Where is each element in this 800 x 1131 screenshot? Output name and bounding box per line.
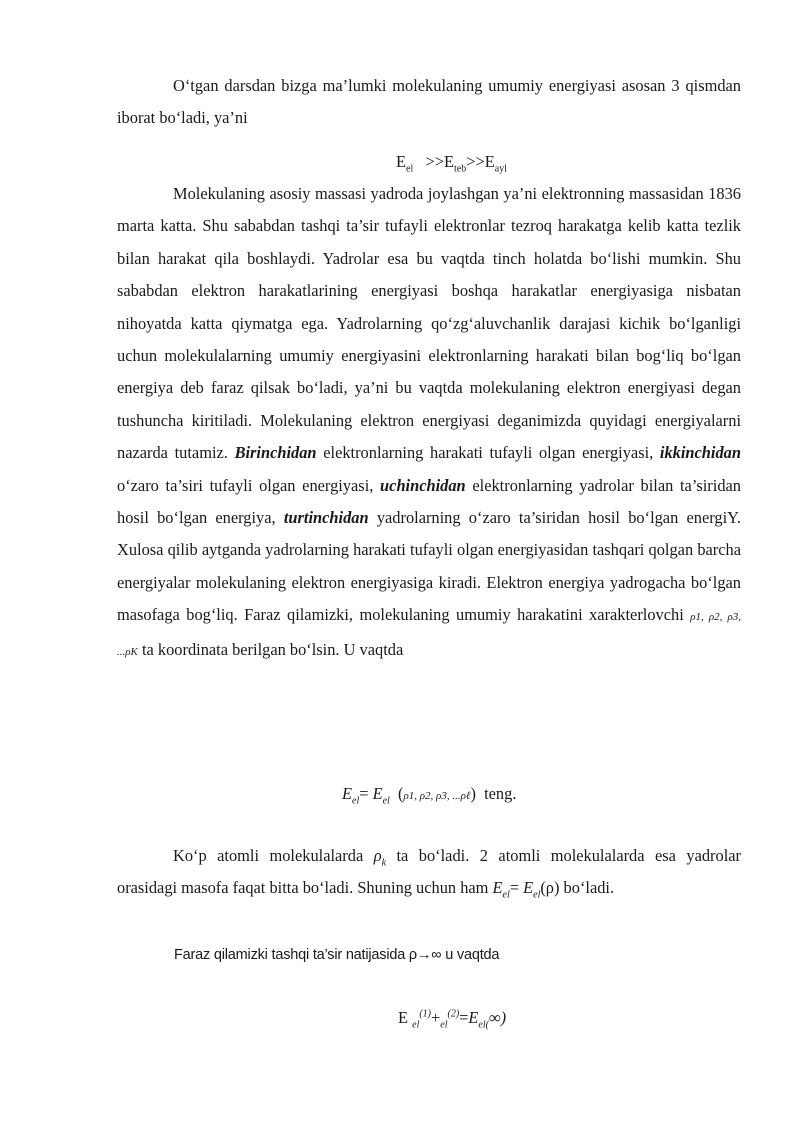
rho-coordinates: ρ1, ρ2, ρ3, ...ρK: [117, 611, 741, 658]
term-turtinchidan: turtinchidan: [283, 508, 369, 528]
paragraph-intro: O‘tgan darsdan bizga ma’lumki molekulaning umumiy energiyasi asosan 3 qismdan iborat bo‘ladi, ya’ni: [117, 76, 741, 128]
equation-energy-limit: E $_{el}^{(1)}+_{el}^{(2)}=E_{el(}\infty$): [398, 1008, 507, 1031]
equation-electron-energy: $E_{el}= E_{el}$ (ρ1, ρ2, ρ3, ...ρℓ) teng.: [342, 784, 517, 807]
paragraph-multi-atom: Ko‘p atomli molekulalarda $\rho_k$ ta bo‘ladi. 2 atomli molekulalarda esa yadrolar orasidagi masofa faqat bitta bo‘ladi. Shuning uchun ham $E_{el}= E_{el}(\rho)$ bo‘ladi.: [117, 846, 741, 901]
term-ikkinchidan: ikkinchidan: [659, 443, 741, 463]
equation-energy-order: $E_{el}$ $>>E_{teb}>>E_{ayl}$: [396, 152, 507, 175]
paragraph-rho-infinity: Faraz qilamizki tashqi ta’sir natijasida ρ→∞ u vaqtda: [174, 947, 500, 963]
term-birinchidan: Birinchidan: [234, 443, 317, 463]
paragraph-electron-energy: Molekulaning asosiy massasi yadroda joylashgan ya’ni elektronning massasidan 1836 marta katta. Shu sababdan tashqi ta’sir tufayli elektronlar tezroq harakatga kelib katta tezlik bilan harakat qila boshlaydi. Yadrolar esa bu vaqtda tinch holatda bo‘lishi mumkin. Shu sababdan elektron harakatlarining energiyasi boshqa harakatlar energiyasiga nisbatan nihoyatda katta qiymatga ega. Yadrolarning qo‘zg‘aluvchanlik darajasi kichik bo‘lganligi uchun molekulalarning umumiy energiyasini elektronlarning harakati bilan bog‘liq bo‘lgan energiya deb faraz qilsak bo‘ladi, ya’ni bu vaqtda molekulaning elektron energiyasi degan tushuncha kiritiladi. Molekulaning elektron energiyasi deganimizda quyidagi energiyalarni nazarda tutamiz. Birinchidan elektronlarning harakati tufayli olgan energiyasi, ikkinchidan o‘zaro ta’siri tufayli olgan energiyasi, uchinchidan elektronlarning yadrolar bilan ta’siridan hosil bo‘lgan energiya, turtinchidan yadrolarning o‘zaro ta’siridan hosil bo‘lgan energiY. Xulosa qilib aytganda yadrolarning harakati tufayli olgan energiyasidan tashqari qolgan barcha energiyalar molekulaning elektron energiyasiga kiradi. Elektron energiya yadrogacha bo‘lgan masofaga bog‘liq. Faraz qilamizki, molekulaning umumiy harakatini xarakterlovchi ρ1, ρ2, ρ3, ...ρK ta koordinata berilgan bo‘lsin. U vaqtda: [117, 184, 741, 659]
term-uchinchidan: uchinchidan: [380, 475, 466, 495]
